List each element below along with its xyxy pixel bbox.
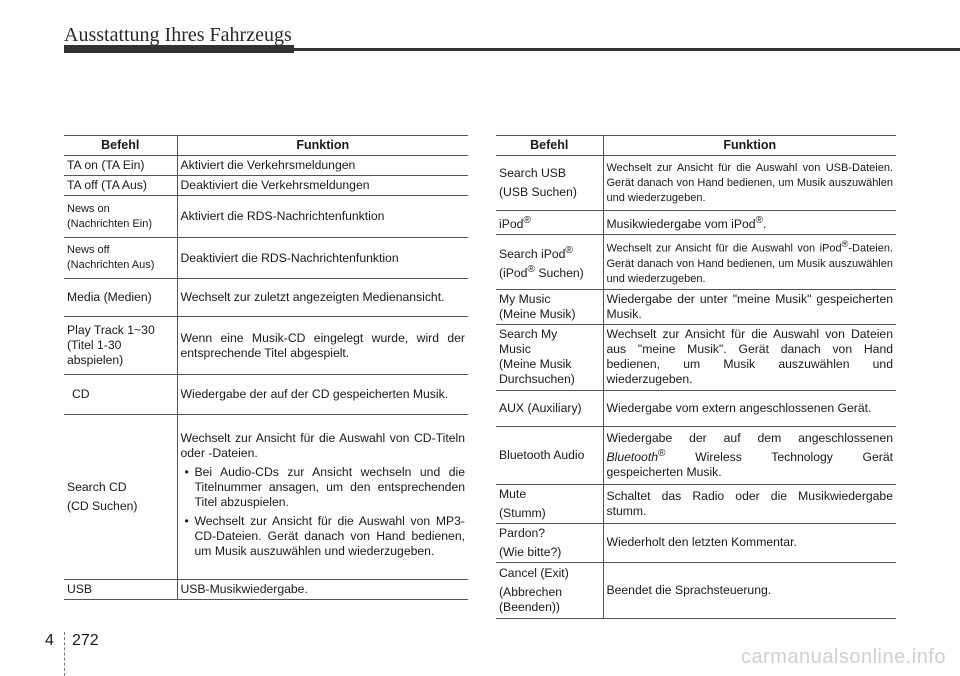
table-row	[496, 156, 896, 211]
function-cell: Wechselt zur Ansicht für die Auswahl von Dateien aus "meine Musik". Gerät danach von Hand bedienen, um Musik auszuwählen und wiederzugeben.	[603, 324, 896, 390]
function-cell	[603, 426, 896, 484]
command-line: Durchsuchen)	[499, 372, 575, 387]
registered-mark: ®	[658, 447, 666, 459]
chapter-number: 4	[45, 632, 54, 649]
list-item: • Bei Audio-CDs zur Ansicht wechseln und die Titelnummer ansagen, um den entsprechenden Titel abzuspielen.	[195, 465, 466, 510]
command-line: Search My	[499, 327, 558, 342]
command-text: Suchen)	[534, 265, 584, 280]
command-line: Pardon?	[499, 525, 546, 540]
command-line: (USB Suchen)	[499, 185, 577, 199]
page-number: 272	[72, 632, 99, 649]
command-cell	[64, 415, 177, 580]
command-line: Search USB	[499, 166, 567, 180]
command-cell	[496, 484, 603, 523]
function-cell: USB-Musikwiedergabe.	[177, 580, 468, 600]
function-cell: Aktiviert die RDS-Nachrichtenfunktion	[177, 196, 468, 238]
command-line: (Nachrichten Aus)	[67, 259, 155, 271]
bullet-list	[181, 465, 466, 559]
command-cell: Bluetooth Audio	[496, 426, 603, 484]
table-row	[496, 562, 896, 618]
table-row	[496, 390, 896, 426]
command-line: abspielen)	[67, 353, 124, 367]
command-cell	[496, 324, 603, 390]
watermark: carmanualsonline.info	[740, 646, 946, 668]
command-line: Search CD	[67, 480, 127, 494]
table-row	[64, 156, 468, 176]
function-cell: Wiedergabe vom extern angeschlossenen Gerät.	[603, 390, 896, 426]
function-text: Wireless Technology Gerät gespeicherten Musik.	[606, 449, 893, 479]
command-line: News on	[67, 202, 110, 215]
list-item: • Wechselt zur Ansicht für die Auswahl von MP3-CD-Dateien. Gerät danach von Hand bedienen, um Musik auszuwählen und wiederzugeben.	[195, 514, 466, 559]
command-line: Mute	[499, 486, 527, 501]
command-cell: USB	[64, 580, 177, 600]
command-cell	[64, 238, 177, 279]
left-command-table	[64, 135, 468, 600]
function-text: -Dateien. Gerät danach von Hand bedienen, um Musik auszuwählen und wiederzugeben.	[606, 242, 893, 285]
command-line: (Meine Musik)	[499, 306, 576, 321]
command-cell: Media (Medien)	[64, 279, 177, 317]
footer-divider	[64, 632, 66, 676]
registered-mark: ®	[523, 215, 531, 226]
right-command-table	[496, 135, 896, 619]
table-row	[64, 176, 468, 196]
command-cell: TA off (TA Aus)	[64, 176, 177, 196]
table-row	[64, 375, 468, 415]
table-row	[64, 238, 468, 279]
function-cell	[603, 211, 896, 235]
table-row	[64, 415, 468, 580]
command-line: (Nachrichten Ein)	[67, 217, 152, 230]
page-title: Ausstattung Ihres Fahrzeugs	[64, 24, 292, 46]
command-cell: AUX (Auxiliary)	[496, 390, 603, 426]
command-cell	[496, 523, 603, 562]
header-rule	[64, 48, 960, 51]
command-line: (CD Suchen)	[67, 499, 138, 513]
column-header-command: Befehl	[64, 136, 177, 156]
table-row	[64, 196, 468, 238]
table-row	[496, 523, 896, 562]
command-line: Play Track 1~30	[67, 323, 155, 337]
function-cell	[177, 415, 468, 580]
table-row	[496, 235, 896, 290]
command-text: (iPod	[499, 265, 528, 280]
registered-mark: ®	[565, 244, 573, 256]
table-row	[496, 484, 896, 523]
function-intro: Wechselt zur Ansicht für die Auswahl von CD-Titeln oder -Dateien.	[180, 431, 465, 460]
command-cell	[496, 289, 603, 324]
table-row	[496, 211, 896, 235]
table-row	[64, 580, 468, 600]
command-line: (Titel 1-30	[67, 338, 122, 352]
function-cell: Beendet die Sprachsteuerung.	[603, 562, 896, 618]
command-line: Music	[499, 342, 531, 357]
command-cell	[64, 196, 177, 238]
column-header-function: Funktion	[603, 136, 896, 156]
command-cell: CD	[64, 375, 177, 415]
function-text: .	[763, 217, 767, 232]
table-row	[496, 324, 896, 390]
command-cell	[496, 211, 603, 235]
command-line: Cancel (Exit)	[499, 565, 569, 580]
command-cell	[496, 562, 603, 618]
table-row	[496, 289, 896, 324]
function-text: Musikwiedergabe vom iPod	[606, 217, 756, 232]
function-cell: Wechselt zur Ansicht für die Auswahl von USB-Dateien. Gerät danach von Hand bedienen, um Musik auszuwählen und wiederzugeben.	[603, 156, 896, 211]
function-cell: Wenn eine Musik-CD eingelegt wurde, wird der entsprechende Titel abgespielt.	[177, 317, 468, 375]
command-cell	[496, 235, 603, 290]
registered-mark: ®	[841, 239, 849, 250]
function-text: Wechselt zur Ansicht für die Auswahl von iPod	[606, 242, 842, 255]
command-line: My Music	[499, 291, 551, 306]
table-row	[64, 317, 468, 375]
command-line: (Meine Musik	[499, 357, 572, 372]
function-cell	[603, 235, 896, 290]
function-cell: Schaltet das Radio oder die Musikwiedergabe stumm.	[603, 484, 896, 523]
command-text: Search iPod	[499, 246, 566, 261]
function-cell: Wiedergabe der unter "meine Musik" gespeicherten Musik.	[603, 289, 896, 324]
function-cell: Deaktiviert die RDS-Nachrichtenfunktion	[177, 238, 468, 279]
registered-mark: ®	[755, 215, 764, 226]
brand-text: Bluetooth	[606, 449, 658, 464]
command-line: (Beenden))	[499, 599, 560, 614]
command-line: (Wie bitte?)	[499, 544, 562, 559]
function-cell: Wiedergabe der auf der CD gespeicherten Musik.	[177, 375, 468, 415]
function-text: Wiedergabe der auf dem angeschlossenen	[606, 430, 893, 445]
command-line: (Abbrechen	[499, 584, 563, 599]
function-cell: Deaktiviert die Verkehrsmeldungen	[177, 176, 468, 196]
column-header-command: Befehl	[496, 136, 603, 156]
function-cell: Aktiviert die Verkehrsmeldungen	[177, 156, 468, 176]
command-cell	[64, 317, 177, 375]
column-header-function: Funktion	[177, 136, 468, 156]
command-line: (Stumm)	[499, 505, 546, 520]
command-line	[499, 262, 600, 281]
command-text: iPod	[499, 217, 524, 232]
registered-mark: ®	[527, 263, 535, 275]
command-cell	[496, 156, 603, 211]
table-row	[64, 279, 468, 317]
command-line: News off	[67, 244, 110, 256]
table-row	[496, 426, 896, 484]
function-cell: Wechselt zur zuletzt angezeigten Medienansicht.	[177, 279, 468, 317]
command-cell: TA on (TA Ein)	[64, 156, 177, 176]
function-cell: Wiederholt den letzten Kommentar.	[603, 523, 896, 562]
command-line	[499, 243, 600, 262]
